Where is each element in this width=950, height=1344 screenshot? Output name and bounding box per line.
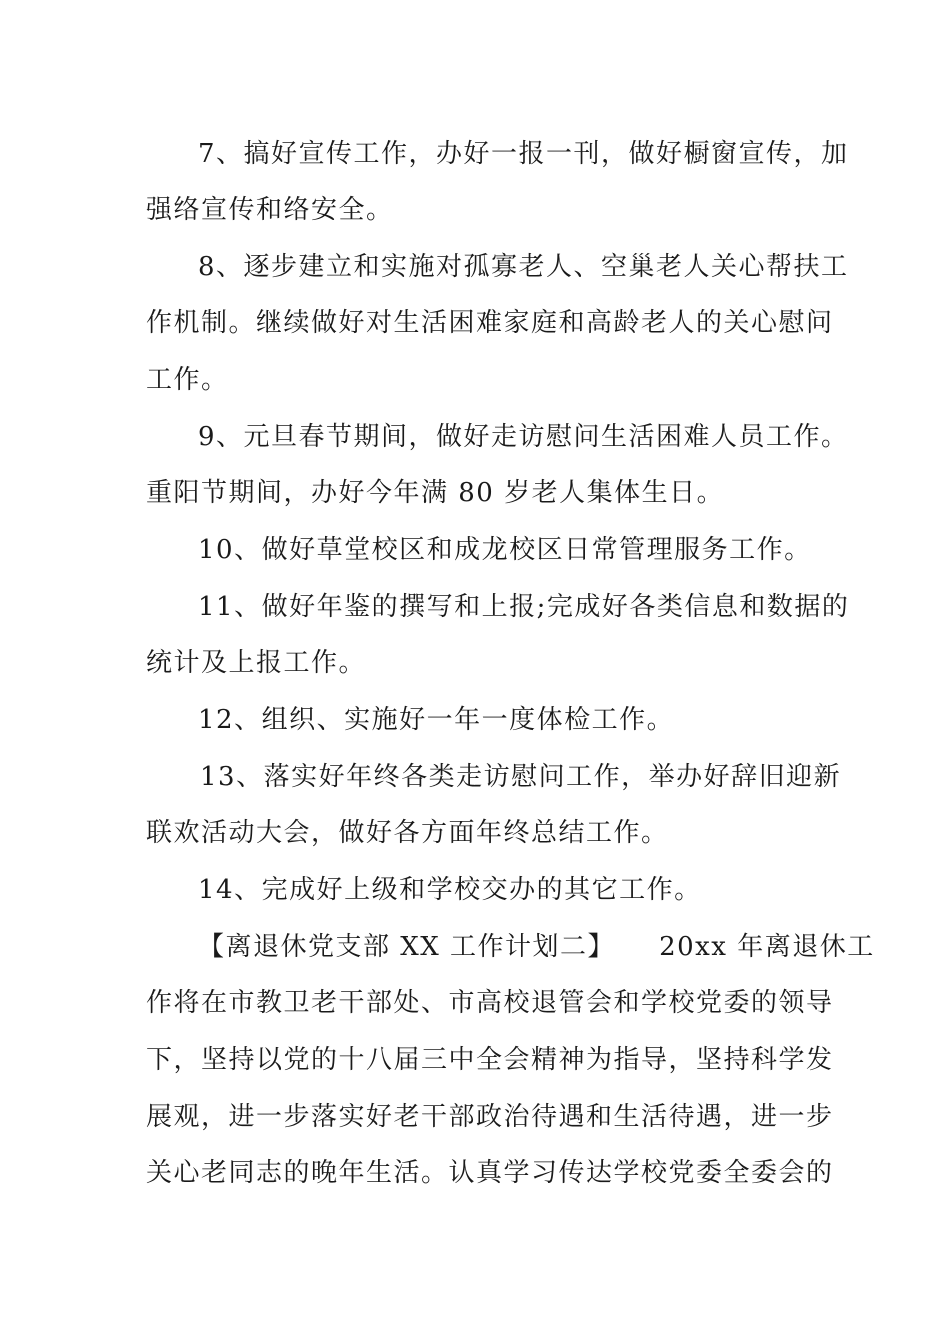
paragraph-11-line-1: 11、做好年鉴的撰写和上报;完成好各类信息和数据的	[198, 592, 850, 622]
section-para-line-2: 作将在市教卫老干部处、市高校退管会和学校党委的领导	[146, 988, 834, 1018]
section-heading-tail: 20xx 年离退休工	[659, 932, 875, 962]
paragraph-7-line-1: 7、搞好宣传工作，办好一报一刊，做好橱窗宣传，加	[198, 139, 849, 169]
paragraph-10-line-1: 10、做好草堂校区和成龙校区日常管理服务工作。	[198, 535, 812, 565]
paragraph-11-line-2: 统计及上报工作。	[146, 648, 367, 678]
paragraph-13-line-2: 联欢活动大会，做好各方面年终总结工作。	[146, 818, 669, 848]
section-para-line-4: 展观，进一步落实好老干部政治待遇和生活待遇，进一步	[146, 1102, 834, 1132]
section-heading-line	[198, 927, 875, 967]
paragraph-8-line-3: 工作。	[146, 365, 229, 395]
paragraph-13-line-1: 13、落实好年终各类走访慰问工作，举办好辞旧迎新	[200, 762, 842, 792]
section-para-line-5: 关心老同志的晚年生活。认真学习传达学校党委全委会的	[146, 1158, 834, 1188]
paragraph-14-line-1: 14、完成好上级和学校交办的其它工作。	[198, 875, 702, 905]
section-para-line-3: 下，坚持以党的十八届三中全会精神为指导，坚持科学发	[146, 1045, 834, 1075]
paragraph-12-line-1: 12、组织、实施好一年一度体检工作。	[198, 705, 675, 735]
section-heading-title: 【离退休党支部 XX 工作计划二】	[198, 932, 616, 962]
paragraph-9-line-2: 重阳节期间，办好今年满 80 岁老人集体生日。	[146, 478, 725, 508]
paragraph-8-line-1: 8、逐步建立和实施对孤寡老人、空巢老人关心帮扶工	[198, 252, 849, 282]
paragraph-7-line-2: 强络宣传和络安全。	[146, 195, 394, 225]
paragraph-8-line-2: 作机制。继续做好对生活困难家庭和高龄老人的关心慰问	[146, 308, 834, 338]
paragraph-9-line-1: 9、元旦春节期间，做好走访慰问生活困难人员工作。	[198, 422, 849, 452]
